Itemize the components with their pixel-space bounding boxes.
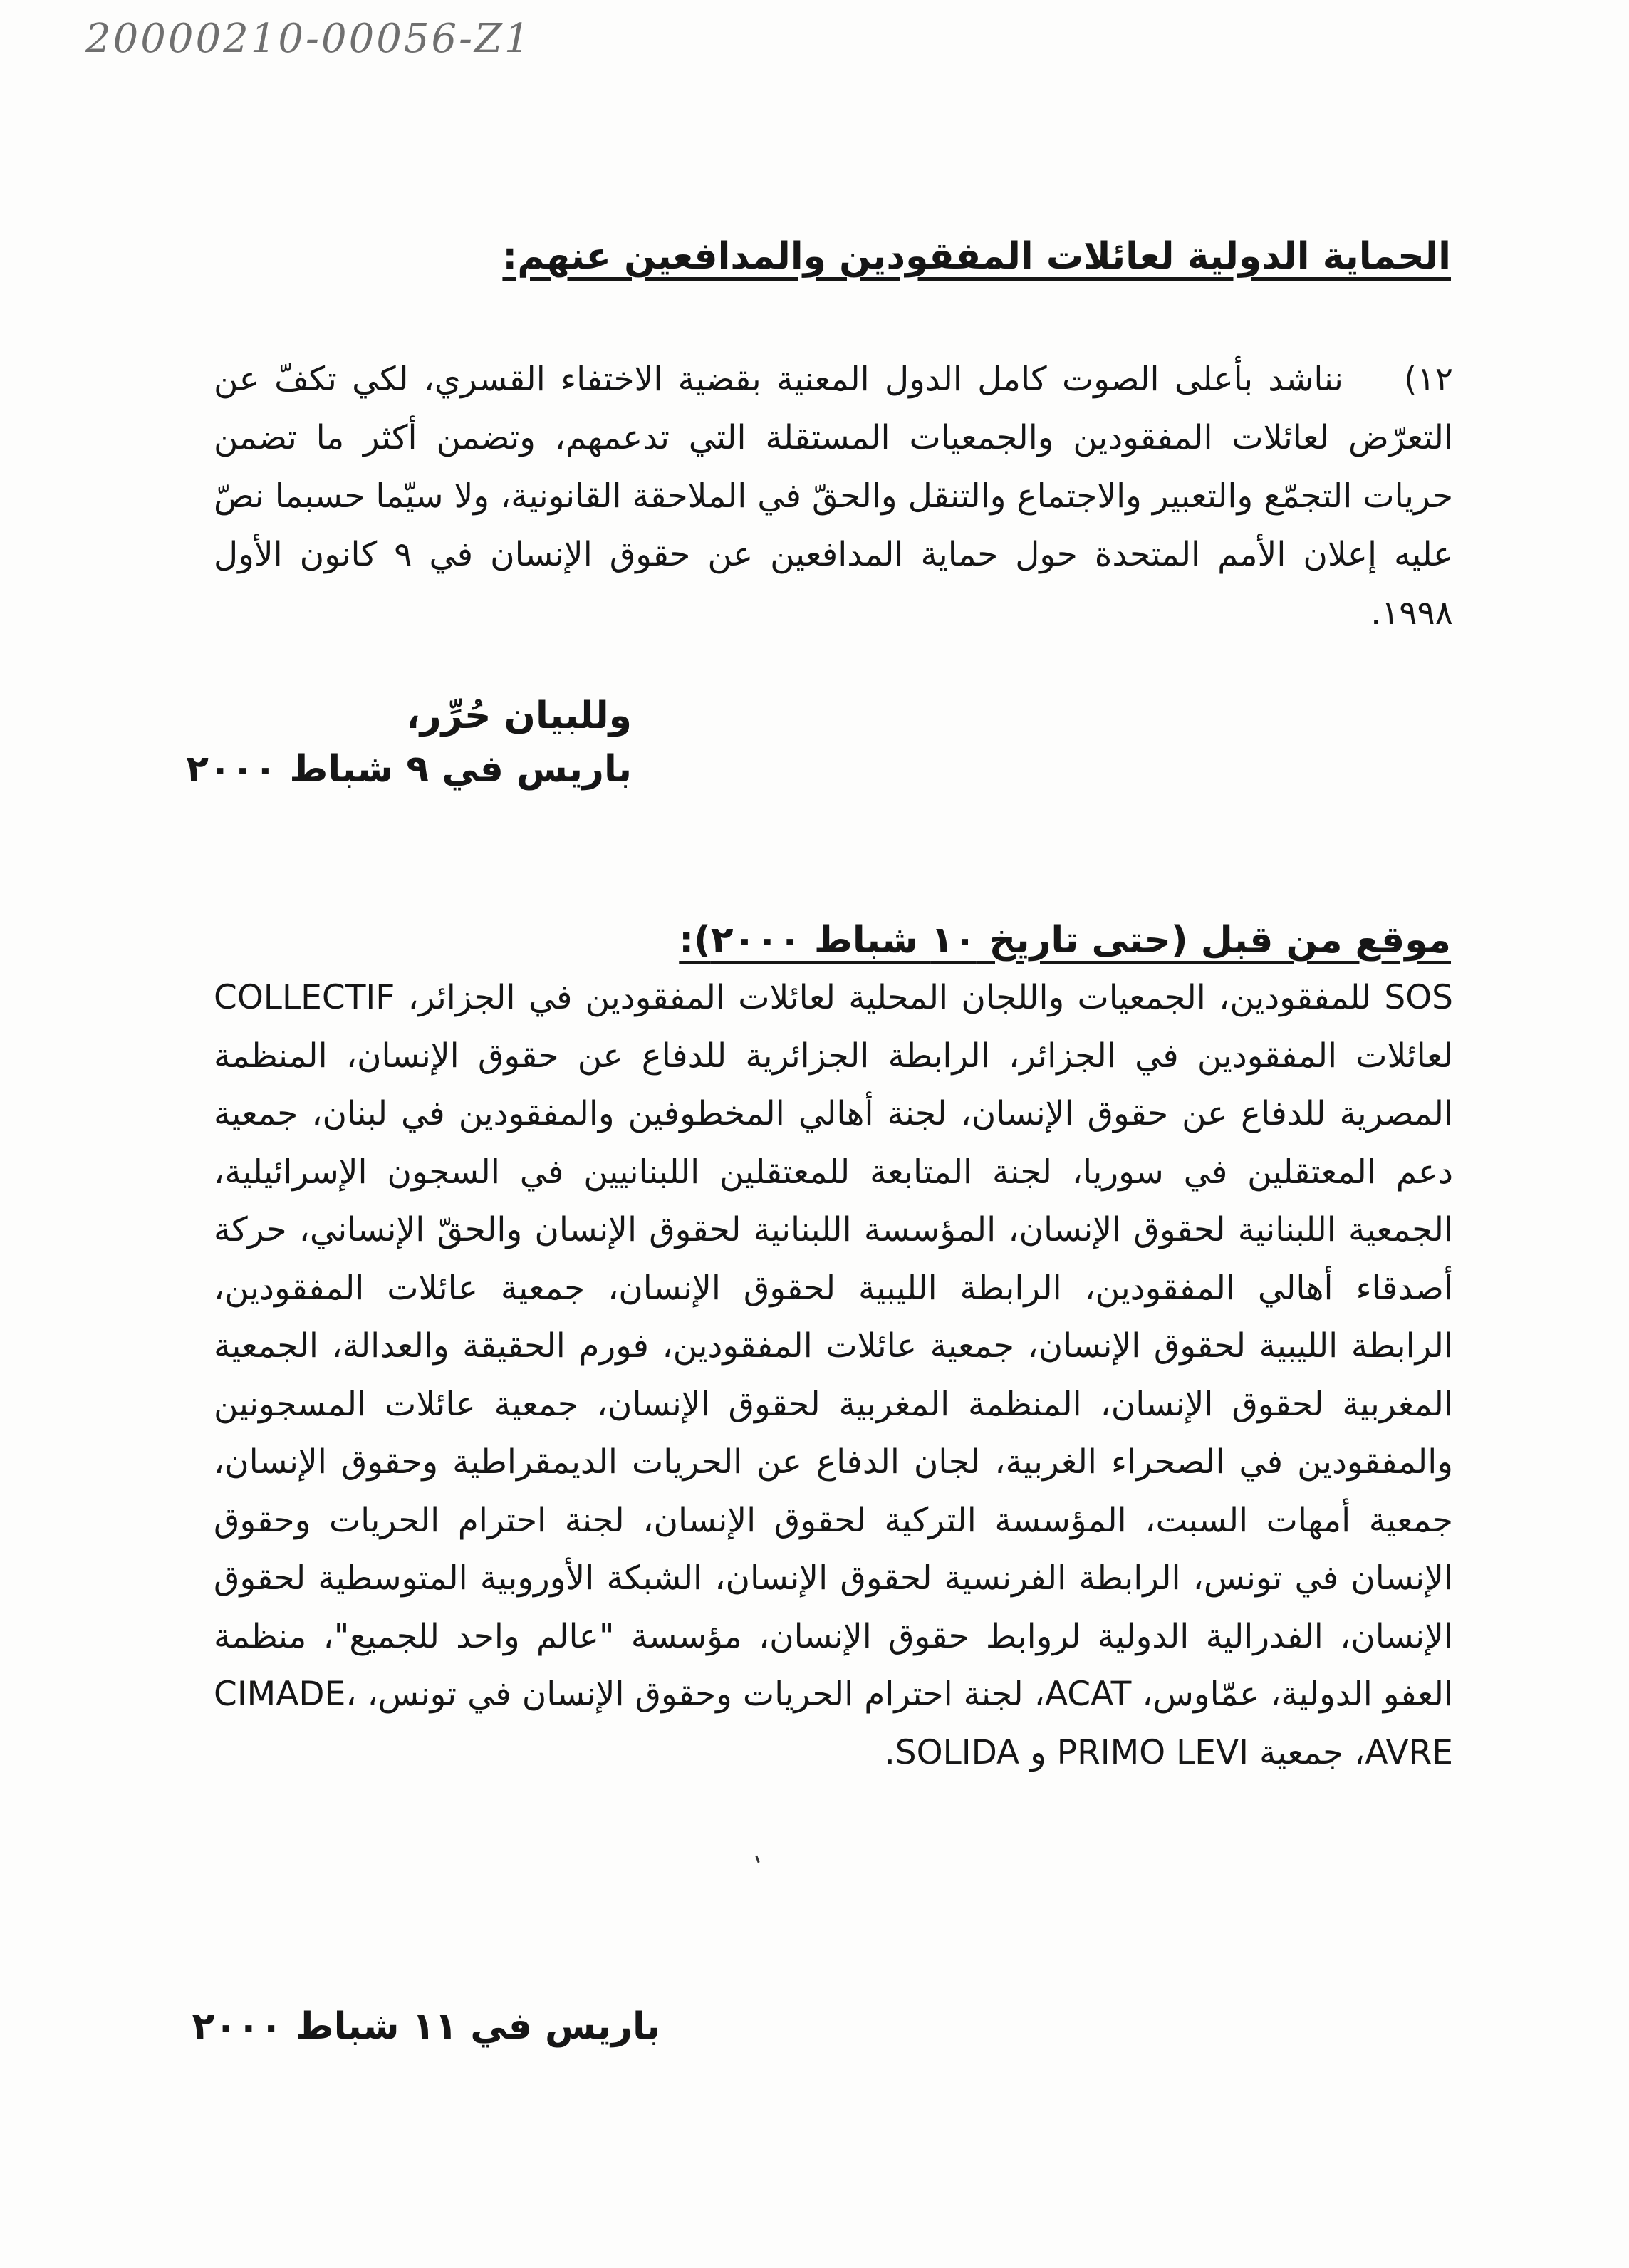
signoff-line: وللبيان حُرِّر، (405, 695, 632, 737)
signoff-date: باريس في ٩ شباط ٢٠٠٠ (186, 748, 632, 791)
paragraph-12-text: نناشد بأعلى الصوت كامل الدول المعنية بقضية الاختفاء القسري، لكي تكفّ عن التعرّض لعائلات المفقودين والجمعيات المستقلة التي تدعمهم، وتضمن أكثر ما تضمن حريات التجمّع والتعبير والاجتماع والتنقل والحقّ في الملاحقة القانونية، ولا سيّما حسبما نصّ عليه إعلان الأمم المتحدة حول حماية المدافعين عن حقوق الإنسان في ٩ كانون الأول ١٩٩٨. (214, 360, 1453, 633)
scan-speck (755, 1856, 759, 1863)
signed-by-heading: موقع من قبل (حتى تاريخ ١٠ شباط ٢٠٠٠): (679, 919, 1451, 962)
handwritten-reference-number: 20000210-00056-Z1 (85, 16, 532, 62)
section-heading-protection: الحماية الدولية لعائلات المفقودين والمدافعين عنهم: (502, 235, 1451, 278)
paragraph-number: ١٢) (1404, 360, 1454, 399)
signatories-list: SOS للمفقودين، الجمعيات واللجان المحلية لعائلات المفقودين في الجزائر، COLLECTIF لعائلات المفقودين في الجزائر، الرابطة الجزائرية للدفاع عن حقوق الإنسان، المنظمة المصرية للدفاع عن حقوق الإنسان، لجنة أهالي المخطوفين والمفقودين في لبنان، جمعية دعم المعتقلين في سوريا، لجنة المتابعة للمعتقلين اللبنانيين في السجون الإسرائيلية، الجمعية اللبنانية لحقوق الإنسان، المؤسسة اللبنانية لحقوق الإنسان والحقّ الإنساني، حركة أصدقاء أهالي المفقودين، الرابطة الليبية لحقوق الإنسان، جمعية عائلات المفقودين، الرابطة الليبية لحقوق الإنسان، جمعية عائلات المفقودين، فورم الحقيقة والعدالة، الجمعية المغربية لحقوق الإنسان، المنظمة المغربية لحقوق الإنسان، جمعية عائلات المسجونين والمفقودين في الصحراء الغربية، لجان الدفاع عن الحريات الديمقراطية وحقوق الإنسان، جمعية أمهات السبت، المؤسسة التركية لحقوق الإنسان، لجنة احترام الحريات وحقوق الإنسان في تونس، الرابطة الفرنسية لحقوق الإنسان، الشبكة الأوروبية المتوسطية لحقوق الإنسان، الفدرالية الدولية لروابط حقوق الإنسان، مؤسسة "عالم واحد للجميع"، منظمة العفو الدولية، عمّاوس، ACAT، لجنة احترام الحريات وحقوق الإنسان في تونس، CIMADE، AVRE، جمعية PRIMO LEVI و SOLIDA. (214, 978, 1453, 1772)
paragraph-12 (214, 350, 1453, 643)
final-date: باريس في ١١ شباط ٢٠٠٠ (192, 2005, 660, 2048)
